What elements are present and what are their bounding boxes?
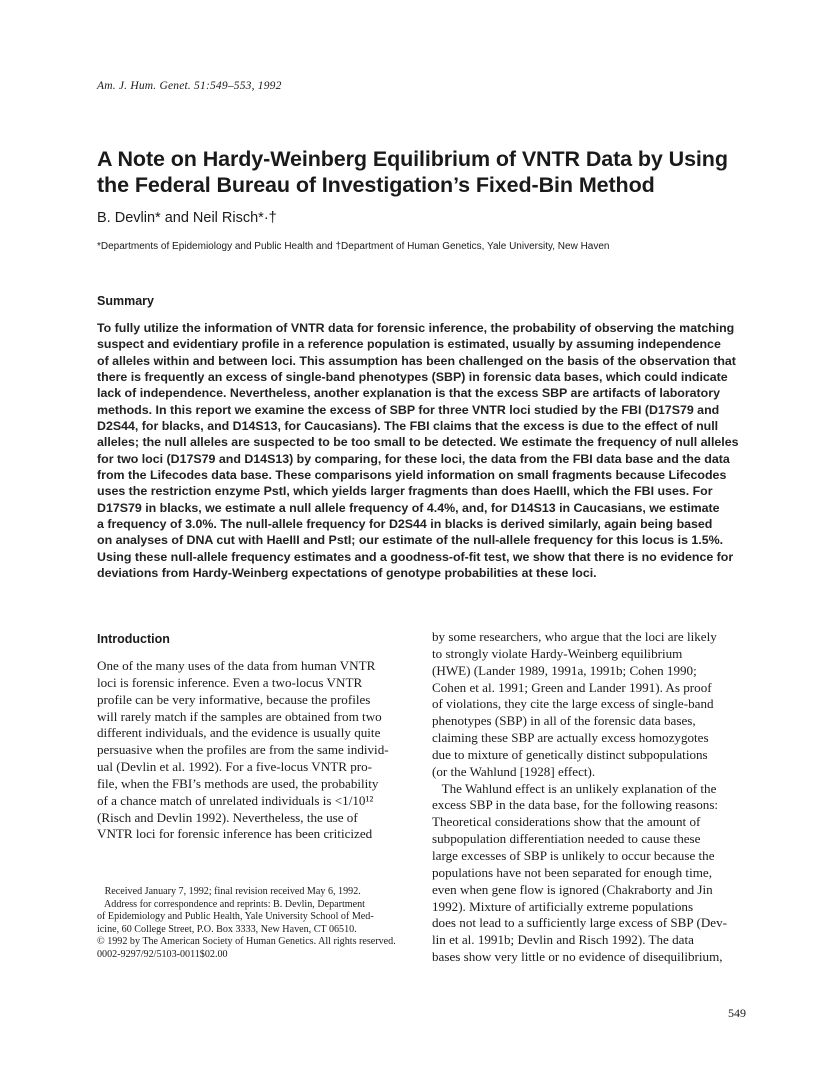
intro-left-line: will rarely match if the samples are obtained from two (97, 708, 382, 724)
introduction-column-left (97, 658, 413, 843)
intro-right-line: 1992). Mixture of artificially extreme populations (432, 898, 694, 914)
summary-line: lack of independence. Nevertheless, another explanation is that the excess SBP are artifacts of laboratory (97, 386, 720, 401)
footnote-line: icine, 60 College Street, P.O. Box 3333, New Haven, CT 06510. (97, 923, 357, 935)
summary-line: suspect and evidentiary profile in a reference population is estimated, usually by assuming independence (97, 337, 721, 352)
intro-right-line: by some researchers, who argue that the loci are likely (432, 629, 717, 644)
intro-right-line: due to mixture of genetically distinct subpopulations (432, 746, 708, 762)
intro-left-line: different individuals, and the evidence is usually quite (97, 725, 381, 741)
title-line-1: A Note on Hardy-Weinberg Equilibrium of VNTR Data by Using (97, 147, 728, 171)
intro-right-line: of violations, they cite the large excess of single-band (432, 696, 714, 712)
summary-body (97, 320, 749, 582)
summary-line: alleles; the null alleles are suspected to be too small to be detected. We estimate the frequency of null alleles (97, 435, 739, 450)
summary-line: deviations from Hardy-Weinberg expectations of genotype probabilities at these loci. (97, 566, 597, 581)
summary-line: To fully utilize the information of VNTR data for forensic inference, the probability of observing the matching (97, 321, 735, 335)
article-title (97, 146, 777, 198)
footnote-line: Address for correspondence and reprints: B. Devlin, Department (97, 898, 365, 910)
intro-right-line: large excesses of SBP is unlikely to occur because the (432, 847, 715, 863)
summary-line: D2S44, for blacks, and D14S13, for Caucasians). The FBI claims that the excess is due to the effect of null (97, 419, 719, 434)
intro-right-line: Cohen et al. 1991; Green and Lander 1991). As proof (432, 679, 712, 695)
affiliation: *Departments of Epidemiology and Public Health and †Department of Human Genetics, Yale University, New Haven (97, 241, 610, 252)
summary-line: there is frequently an excess of single-band phenotypes (SBP) in forensic data bases, which could indicate (97, 370, 728, 385)
summary-line: Using these null-allele frequency estimates and a goodness-of-fit test, we show that there is no evidence for (97, 549, 734, 564)
intro-left-line: of a chance match of unrelated individuals is <1/10¹² (97, 792, 374, 808)
footnote-line: of Epidemiology and Public Health, Yale University School of Med- (97, 911, 374, 923)
footnote-line: © 1992 by The American Society of Human Genetics. All rights reserved. (97, 936, 396, 948)
intro-right-line: claiming these SBP are actually excess homozygotes (432, 730, 709, 746)
page-number: 549 (728, 1006, 746, 1020)
intro-left-line: (Risch and Devlin 1992). Nevertheless, the use of (97, 809, 358, 825)
title-line-2: the Federal Bureau of Investigation’s Fixed-Bin Method (97, 173, 655, 197)
article-footnote (97, 886, 413, 961)
summary-line: a frequency of 3.0%. The null-allele frequency for D2S44 in blacks is derived similarly, again being based (97, 517, 713, 532)
intro-right-line: phenotypes (SBP) in all of the forensic data bases, (432, 713, 696, 729)
summary-line: uses the restriction enzyme PstI, which yields larger fragments than does HaeIII, which the FBI uses. For (97, 484, 713, 499)
intro-right-line: even when gene flow is ignored (Chakraborty and Jin (432, 881, 713, 897)
introduction-heading: Introduction (97, 632, 170, 646)
summary-line: methods. In this report we examine the excess of SBP for three VNTR loci studied by the FBI (D17S79 and (97, 402, 720, 417)
intro-right-line: does not lead to a sufficiently large excess of SBP (Dev- (432, 915, 728, 931)
intro-right-line: Theoretical considerations show that the amount of (432, 814, 701, 830)
intro-left-line: file, when the FBI’s methods are used, the probability (97, 775, 379, 791)
journal-citation: Am. J. Hum. Genet. 51:549–553, 1992 (97, 80, 282, 92)
intro-right-line: excess SBP in the data base, for the following reasons: (432, 797, 719, 813)
summary-line: on analyses of DNA cut with HaeIII and PstI; our estimate of the null-allele frequency for this locus is 1.5%. (97, 533, 724, 548)
summary-line: from the Lifecodes data base. These comparisons yield information on small fragments because Lifecodes (97, 468, 727, 483)
intro-right-line: (HWE) (Lander 1989, 1991a, 1991b; Cohen 1990; (432, 662, 697, 678)
summary-line: of alleles within and between loci. This assumption has been challenged on the basis of the observation that (97, 353, 736, 368)
intro-right-line: subpopulation differentiation needed to cause these (432, 831, 701, 847)
summary-line: for two loci (D17S79 and D14S13) by comparing, for these loci, the data from the FBI data base and the data (97, 451, 730, 466)
intro-right-line: (or the Wahlund [1928] effect). (432, 763, 596, 779)
intro-right-line: to strongly violate Hardy-Weinberg equilibrium (432, 645, 683, 661)
footnote-line: Received January 7, 1992; final revision received May 6, 1992. (97, 886, 361, 897)
intro-right-line: lin et al. 1991b; Devlin and Risch 1992). The data (432, 932, 694, 948)
summary-line: D17S79 in blacks, we estimate a null allele frequency of 4.4%, and, for D14S13 in Caucasians, we estimate (97, 500, 720, 515)
intro-left-line: One of the many uses of the data from human VNTR (97, 658, 376, 673)
intro-left-line: persuasive when the profiles are from the same individ- (97, 742, 389, 758)
intro-left-line: loci is forensic inference. Even a two-locus VNTR (97, 674, 363, 690)
intro-left-line: VNTR loci for forensic inference has been criticized (97, 826, 373, 842)
intro-right-line: bases show very little or no evidence of disequilibrium, (432, 949, 723, 965)
footnote-line: 0002-9297/92/5103-0011$02.00 (97, 948, 228, 960)
intro-left-line: profile can be very informative, because the profiles (97, 691, 371, 707)
author-list: B. Devlin* and Neil Risch*·† (97, 210, 277, 226)
intro-right-line: The Wahlund effect is an unlikely explanation of the (432, 780, 717, 796)
intro-left-line: ual (Devlin et al. 1992). For a five-locus VNTR pro- (97, 759, 373, 775)
summary-heading: Summary (97, 294, 154, 308)
intro-right-line: populations have not been separated for enough time, (432, 864, 712, 880)
introduction-column-right (432, 629, 748, 966)
